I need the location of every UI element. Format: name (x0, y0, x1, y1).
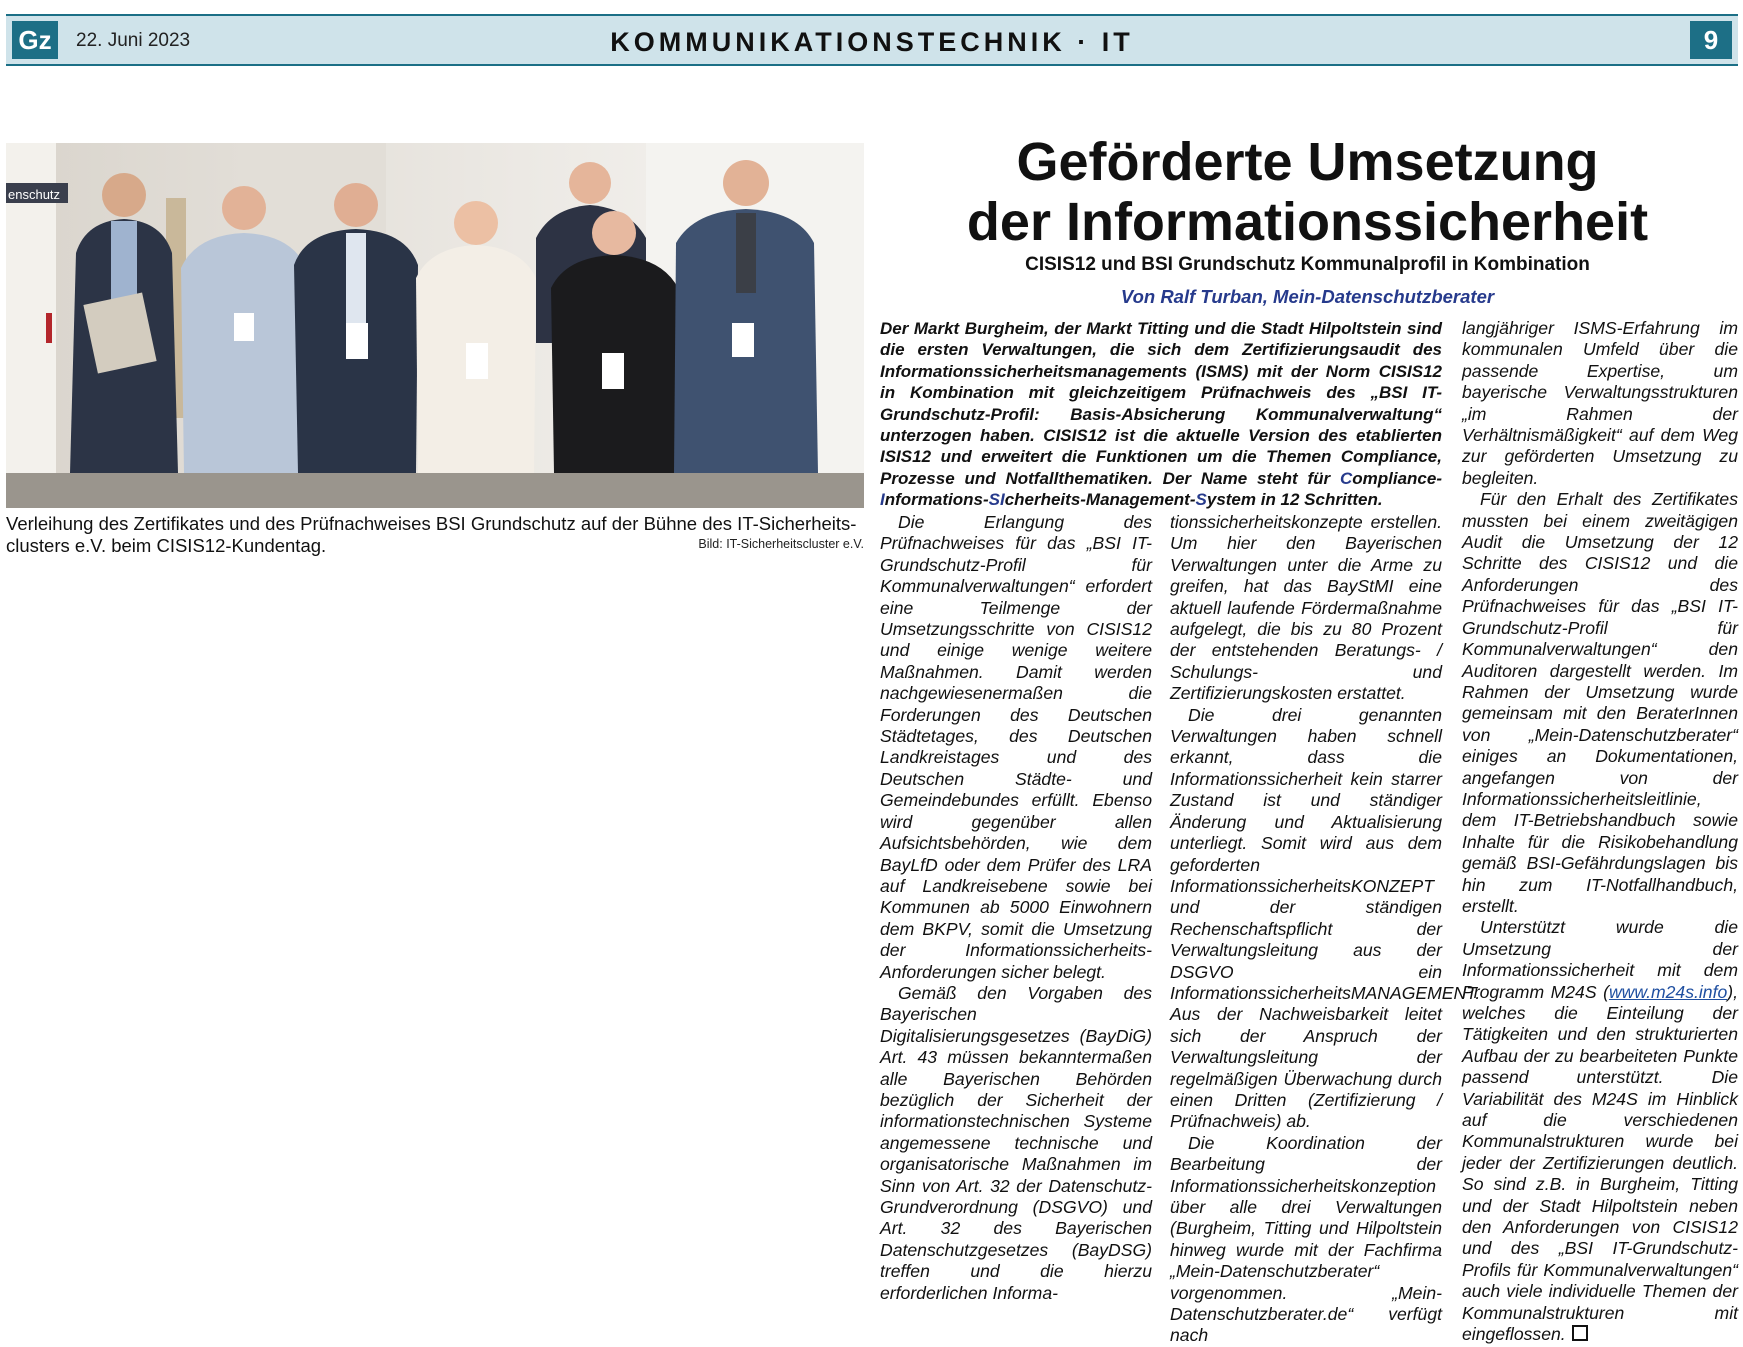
paragraph-text: ), welches die Einteilung der Tätigkeiten und den strukturierten Aufbau der zu bearbeiteten Punkte passend unterstützt. Die Variabilität des M24S im Hinblick auf die verschiedenen Kommunalstrukturen wurde bei jeder der Zertifizierungen deutlich. So sind z.B. in Burgheim, Titting und der Stadt Hilpoltstein neben den Anforderungen von CISIS12 und des „BSI IT-Grundschutz-Profils für Kommunalverwaltungen“ auch viele individuelle Themen der Kommunalstrukturen mit eingeflossen. (1462, 981, 1738, 1345)
gz-logo: Gz (12, 21, 58, 59)
photo-caption-text: Verleihung des Zertifikates und des Prüfnachweises BSI Grundschutz auf der Bühne des IT-Sicherheits-clusters e.V. beim CISIS12-Kundentag. (6, 513, 857, 556)
lead-acronym-i: I (880, 490, 885, 510)
lead-acronym-c: C (1339, 468, 1353, 488)
paragraph: Für den Erhalt des Zertifikates mussten bei einem zweitägigen Audit die Umsetzung der 12 Schritte des CISIS12 und die Anforderungen des Prüfnachweises für das „BSI IT-Grundschutz-Profil für Kommunalverwaltungen“ den Auditoren dargestellt werden. Im Rahmen der Umsetzung wurde gemeinsam mit den BeraterInnen von „Mein-Datenschutzberater“ einiges an Dokumentationen, angefangen von der Informationssicherheitsleitlinie, dem IT-Betriebshandbuch sowie Inhalte für die Risikobehandlung gemäß BSI-Gefährdungslagen bis hin zum IT-Notfallhandbuch, erstellt. (1462, 489, 1738, 916)
paragraph: Die drei genannten Verwaltungen haben schnell erkannt, dass die Informationssicherheit kein starrer Zustand ist und ständiger Änderung und Aktualisierung unterliegt. Somit wird aus dem geforderten InformationssicherheitsKONZEPT und der ständigen Rechenschaftspflicht der Verwaltungsleitung aus der DSGVO ein InformationssicherheitsMANAGEMENT. Aus der Nachweisbarkeit leitet sich der Anspruch der Verwaltungsleitung der regelmäßigen Überwachung durch einen Dritten (Zertifizierung / Prüfnachweis) ab. (1170, 704, 1481, 1132)
article-subheadline: CISIS12 und BSI Grundschutz Kommunalprofil in Kombination (1025, 254, 1590, 275)
article-headline (880, 132, 1735, 252)
end-of-article-icon (1572, 1325, 1588, 1341)
lead-text: Der Markt Burgheim, der Markt Titting und die Stadt Hilpoltstein sind die ersten Verwaltungen, die sich dem Zertifizierungsaudit des Informationssicherheitsmanagements (ISMS) mit der Norm CISIS12 in Kombination mit gleichzeitigem Prüfnachweis des „BSI IT-Grundschutz-Profil: Basis-Absicherung Kommunalverwaltung“ unterzogen haben. CISIS12 ist die aktuelle Version des etablierten ISIS12 und erweitert die Funktionen um die Themen Compliance, Prozesse und Notfallthematiken. Der Name steht für (880, 319, 1442, 488)
banner-text: enschutz (8, 187, 61, 202)
paragraph: tionssicherheitskonzepte erstellen. Um hier den Bayerischen Verwaltungen unter die Arme zu greifen, hat das BayStMI eine aktuell laufende Fördermaßnahme aufgelegt, die bis zu 80 Prozent der entstehenden Beratungs- / Schulungs- und Zertifizierungskosten erstattet. (1170, 512, 1442, 704)
section-title: KOMMUNIKATIONSTECHNIK · IT (610, 27, 1134, 57)
paragraph: Die Koordination der Bearbeitung der Informationssicherheitskonzeption über alle drei Verwaltungen (Burgheim, Titting und Hilpoltstein hinweg wurde mit der Fachfirma „Mein-Datenschutzberater“ vorgenommen. „Mein-Datenschutzberater.de“ verfügt nach (1170, 1132, 1442, 1346)
photo-caption (6, 513, 864, 557)
m24s-link[interactable]: www.m24s.info (1608, 981, 1728, 1002)
paragraph-text: Unterstützt wurde die Umsetzung der Informationssicherheit mit dem Programm M24S ( (1462, 917, 1738, 1002)
photo-credit: Bild: IT-Sicherheitscluster e.V. (698, 537, 864, 551)
lead-word-3: cherheits-Management- (1004, 490, 1196, 510)
page-header (6, 14, 1738, 66)
group-photo-illustration (6, 143, 864, 508)
lead-word-1: ompliance- (1352, 468, 1442, 488)
lead-word-2: nformations- (884, 490, 989, 510)
article-byline: Von Ralf Turban, Mein-Datenschutzberater (1120, 286, 1495, 307)
group-photo (6, 143, 864, 508)
lead-acronym-si: SI (988, 490, 1005, 510)
article-column-1 (880, 512, 1152, 1304)
headline-line-1: Geförderte Umsetzung (1016, 132, 1599, 192)
article-lead (880, 318, 1442, 511)
headline-line-2: der Informationssicherheit (966, 192, 1649, 252)
paragraph: Gemäß den Vorgaben des Bayerischen Digitalisierungsgesetzes (BayDiG) Art. 43 müssen bekanntermaßen alle Bayerischen Behörden bezüglich der Sicherheit der informationstechnischen Systeme angemessene technische und organisatorische Maßnahmen im Sinn von Art. 32 der Datenschutz-Grundverordnung (DSGVO) und Art. 32 des Bayerischen Datenschutzgesetzes (BayDSG) treffen und die hierzu erforderlichen Informa- (880, 982, 1152, 1303)
paragraph-m24s (1462, 917, 1738, 1345)
lead-word-4: ystem in 12 Schritten. (1206, 490, 1383, 510)
article-column-2 (1170, 512, 1481, 1347)
lead-acronym-s: S (1195, 490, 1207, 510)
paragraph: Die Erlangung des Prüfnachweises für das „BSI IT-Grundschutz-Profil für Kommunalverwaltungen“ erfordert eine Teilmenge der Umsetzungsschritte von CISIS12 und einige wenige weitere Maßnahmen. Damit werden nachgewiesenermaßen die Forderungen des Deutschen Städtetages, des Deutschen Landkreistages und des Deutschen Städte- und Gemeindebundes erfüllt. Ebenso wird gegenüber allen Aufsichtsbehörden, wie dem BayLfD oder dem Prüfer des LRA auf Landkreisebene sowie bei Kommunen ab 5000 Einwohnern dem BKPV, somit die Umsetzung der Informationssicherheits-Anforderungen sicher belegt. (880, 512, 1152, 982)
paragraph: langjähriger ISMS-Erfahrung im kommunalen Umfeld über die passende Expertise, um bayerische Verwaltungsstrukturen „im Rahmen der Verhältnismäßigkeit“ auf dem Weg zur geförderten Umsetzung zu begleiten. (1462, 318, 1738, 488)
article-column-3 (1462, 318, 1738, 1346)
page-number: 9 (1690, 21, 1732, 59)
issue-date: 22. Juni 2023 (76, 30, 191, 51)
